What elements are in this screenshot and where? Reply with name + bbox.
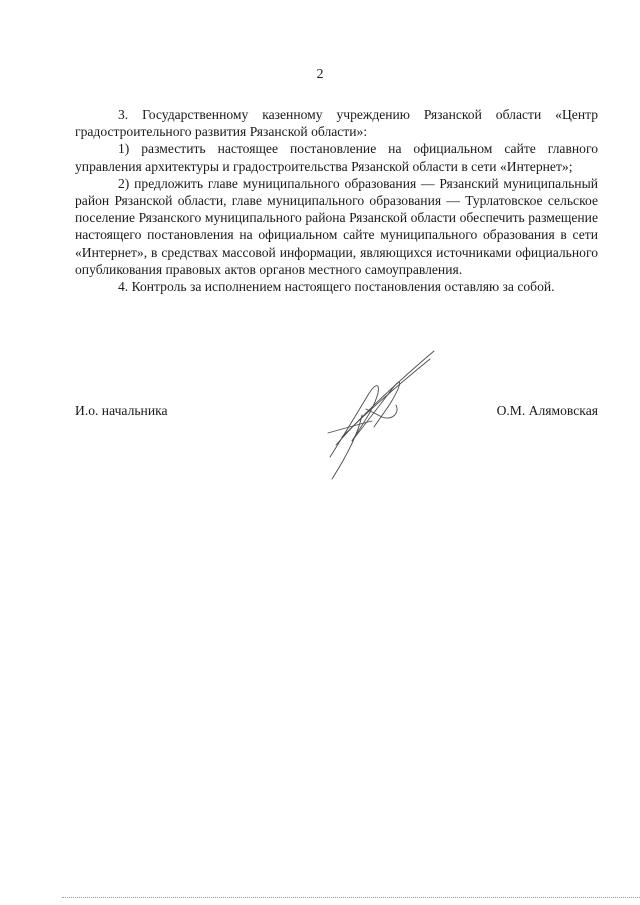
signature-stroke <box>328 421 372 433</box>
paragraph-subitem-2: 2) предложить главе муниципального образования — Рязанский муниципальный район Рязанской области, главе муниципального образования — Турлатовское сельское поселение Рязанского муниципального района Рязанской области обеспечить размещение настоящего постановления на официальном сайте муниципального образования в сети «Интернет», в средствах массовой информации, являющихся источниками официального опубликования правовых актов органов местного самоуправления. <box>75 175 598 277</box>
signature-block <box>75 402 598 422</box>
footer-divider <box>62 897 640 898</box>
document-body <box>75 106 598 295</box>
paragraph-subitem-1: 1) разместить настоящее постановление на официальном сайте главного управления архитектуры и градостроительства Рязанской области в сети «Интернет»; <box>75 141 598 174</box>
paragraph-item-4: 4. Контроль за исполнением настоящего постановления оставляю за собой. <box>118 279 555 295</box>
paragraph-item-3: 3. Государственному казенному учреждению Рязанской области «Центр градостроительного развития Рязанской области»: <box>75 107 598 140</box>
signer-name: О.М. Алямовская <box>496 403 598 418</box>
signer-title: И.о. начальника <box>75 403 168 418</box>
page-number: 2 <box>316 67 324 82</box>
